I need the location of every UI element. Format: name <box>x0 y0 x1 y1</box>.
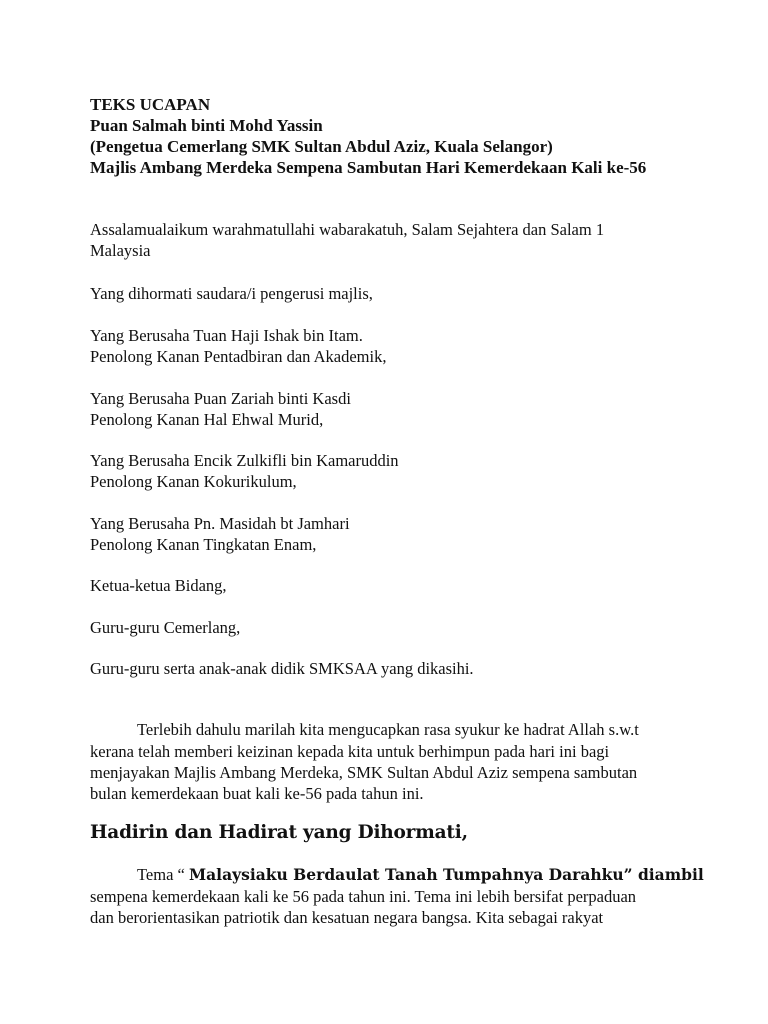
paragraph-2-line-1 <box>137 864 704 885</box>
speaker-name: Puan Salmah binti Mohd Yassin <box>90 116 323 135</box>
event-title: Majlis Ambang Merdeka Sempena Sambutan Hari Kemerdekaan Kali ke-56 <box>90 158 647 177</box>
salutation-chairperson: Yang dihormati saudara/i pengerusi majlis, <box>90 284 373 303</box>
paragraph-2-line-2: sempena kemerdekaan kali ke 56 pada tahun ini. Tema ini lebih bersifat perpaduan <box>90 887 637 906</box>
greeting-line-2: Malaysia <box>90 241 151 260</box>
title-teks-ucapan: TEKS UCAPAN <box>90 95 211 114</box>
section-heading: Hadirin dan Hadirat yang Dihormati, <box>90 822 468 843</box>
salutation-name: Yang Berusaha Encik Zulkifli bin Kamaruddin <box>90 451 399 470</box>
paragraph-1-line-1: Terlebih dahulu marilah kita mengucapkan rasa syukur ke hadrat Allah s.w.t <box>137 720 639 739</box>
salutation-heads: Ketua-ketua Bidang, <box>90 576 227 595</box>
theme-title: Malaysiaku Berdaulat Tanah Tumpahnya Darahku” diambil <box>188 865 704 884</box>
paragraph-2-line-3: dan berorientasikan patriotik dan kesatuan negara bangsa. Kita sebagai rakyat <box>90 908 604 927</box>
paragraph-1-line-4: bulan kemerdekaan buat kali ke-56 pada tahun ini. <box>90 784 424 803</box>
paragraph-1-line-3: menjayakan Majlis Ambang Merdeka, SMK Sultan Abdul Aziz sempena sambutan <box>90 763 638 782</box>
salutation-role: Penolong Kanan Kokurikulum, <box>90 472 297 491</box>
paragraph-1-line-2: kerana telah memberi keizinan kepada kita untuk berhimpun pada hari ini bagi <box>90 742 610 761</box>
salutation-teachers: Guru-guru Cemerlang, <box>90 618 241 637</box>
salutation-role: Penolong Kanan Pentadbiran dan Akademik, <box>90 347 387 366</box>
greeting-line-1: Assalamualaikum warahmatullahi wabarakatuh, Salam Sejahtera dan Salam 1 <box>90 220 605 239</box>
salutation-role: Penolong Kanan Tingkatan Enam, <box>90 535 317 554</box>
salutation-role: Penolong Kanan Hal Ehwal Murid, <box>90 410 324 429</box>
theme-prefix: Tema “ <box>137 865 189 884</box>
salutation-name: Yang Berusaha Pn. Masidah bt Jamhari <box>90 514 350 533</box>
salutation-name: Yang Berusaha Tuan Haji Ishak bin Itam. <box>90 326 363 345</box>
salutation-students: Guru-guru serta anak-anak didik SMKSAA yang dikasihi. <box>90 659 474 678</box>
salutation-name: Yang Berusaha Puan Zariah binti Kasdi <box>90 389 351 408</box>
speaker-position: (Pengetua Cemerlang SMK Sultan Abdul Aziz, Kuala Selangor) <box>90 137 553 156</box>
